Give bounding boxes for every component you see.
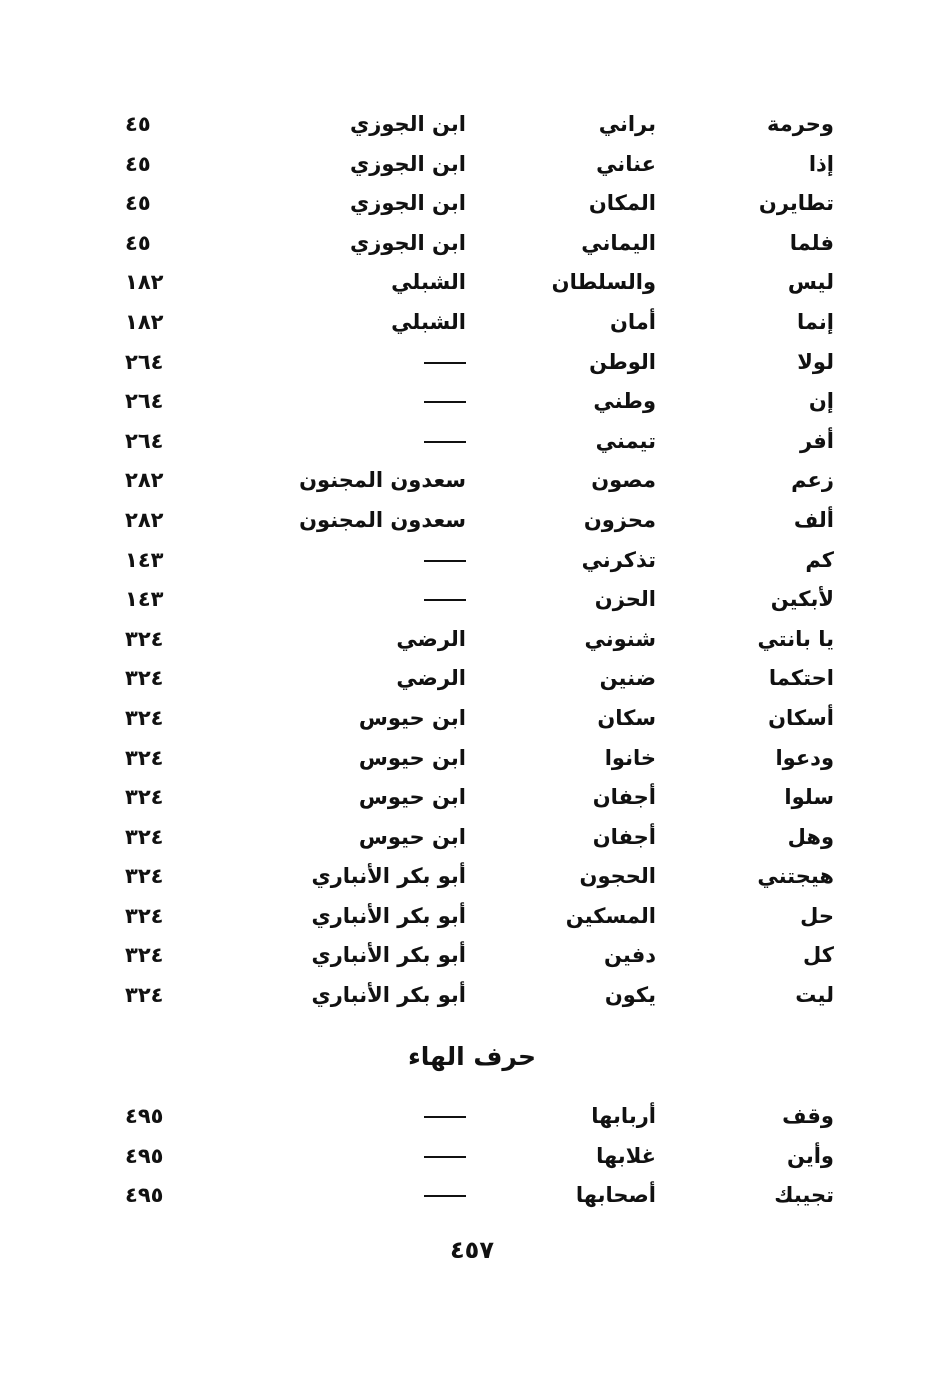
- index-word: وحرمة: [767, 112, 834, 136]
- index-poet: سعدون المجنون: [299, 468, 466, 493]
- index-row: [0, 224, 944, 264]
- index-word: وأين: [786, 1143, 834, 1168]
- index-row: [0, 818, 944, 858]
- index-rhyme: المكان: [588, 191, 656, 216]
- index-word: وهل: [787, 824, 834, 849]
- index-poet: أبو بكر الأنباري: [311, 983, 466, 1008]
- index-page-ref: ٣٢٤: [125, 864, 164, 889]
- index-page-ref: ٣٢٤: [125, 745, 164, 770]
- index-row: [0, 778, 944, 818]
- index-rhyme: تذكرني: [581, 547, 656, 572]
- index-word: زعم: [791, 468, 834, 493]
- index-row: [0, 620, 944, 660]
- index-poet: الرضي: [396, 626, 466, 651]
- unknown-poet-dash: [424, 599, 466, 601]
- index-poet: أبو بكر الأنباري: [311, 903, 466, 928]
- index-rhyme: المسكين: [565, 903, 656, 928]
- index-rhyme: شنوني: [584, 626, 656, 651]
- index-poet: ابن حيوس: [358, 824, 466, 849]
- index-poet: ابن الجوزي: [349, 151, 466, 176]
- index-table-section-2: [0, 1097, 944, 1216]
- index-word: إنما: [796, 309, 834, 334]
- index-row: [0, 1176, 944, 1216]
- index-page-ref: ١٤٣: [125, 587, 164, 612]
- index-poet: الشبلي: [391, 309, 466, 334]
- index-rhyme: أصحابها: [575, 1183, 656, 1208]
- index-rhyme: ضنين: [599, 666, 656, 691]
- unknown-poet-dash: [424, 1156, 466, 1158]
- index-word: ليت: [795, 983, 834, 1008]
- index-poet: أبو بكر الأنباري: [311, 864, 466, 889]
- index-rhyme: خانوا: [604, 745, 656, 770]
- index-rhyme: الوطن: [589, 349, 656, 374]
- index-page-ref: ١٤٣: [125, 547, 164, 572]
- page-number: ٤٥٧: [450, 1236, 494, 1264]
- index-word: أسكان: [768, 705, 834, 730]
- index-row: [0, 541, 944, 581]
- index-word: حل: [800, 903, 834, 928]
- index-poet: ابن الجوزي: [349, 112, 466, 136]
- index-page-ref: ٤٥: [125, 151, 151, 176]
- index-row: [0, 1097, 944, 1137]
- index-rhyme: دفين: [604, 943, 656, 968]
- index-rhyme: الحزن: [594, 587, 656, 612]
- index-row: [0, 461, 944, 501]
- index-page-ref: ٤٥: [125, 191, 151, 216]
- index-page-ref: ٢٦٤: [125, 428, 164, 453]
- index-page-ref: ١٨٢: [125, 270, 164, 295]
- index-page-ref: ٣٢٤: [125, 705, 164, 730]
- index-row: [0, 739, 944, 779]
- index-poet: سعدون المجنون: [299, 507, 466, 532]
- index-page-ref: ٣٢٤: [125, 666, 164, 691]
- index-page-ref: ٣٢٤: [125, 626, 164, 651]
- index-page-ref: ٢٨٢: [125, 468, 164, 493]
- index-rhyme: يكون: [604, 983, 656, 1008]
- index-word: هيجتني: [757, 864, 834, 889]
- index-page-ref: ٣٢٤: [125, 824, 164, 849]
- index-word: فلما: [789, 230, 834, 255]
- index-word: لأبكين: [770, 587, 834, 612]
- index-poet: أبو بكر الأنباري: [311, 943, 466, 968]
- index-poet: ابن الجوزي: [349, 191, 466, 216]
- index-poet: الرضي: [396, 666, 466, 691]
- index-page-ref: ٣٢٤: [125, 983, 164, 1008]
- index-word: تجيبك: [774, 1183, 834, 1208]
- unknown-poet-dash: [424, 362, 466, 364]
- index-word: ألف: [793, 507, 834, 532]
- index-rhyme: والسلطان: [551, 270, 656, 295]
- index-row: [0, 303, 944, 343]
- unknown-poet-dash: [424, 1195, 466, 1197]
- index-rhyme: مصون: [591, 468, 656, 493]
- index-rhyme: أجفان: [592, 824, 656, 849]
- index-row: [0, 105, 944, 145]
- section-heading: حرف الهاء: [408, 1042, 536, 1071]
- unknown-poet-dash: [424, 441, 466, 443]
- index-word: احتكما: [768, 666, 834, 691]
- index-poet: ابن حيوس: [358, 785, 466, 810]
- index-word: ودعوا: [775, 745, 834, 770]
- index-poet: ابن حيوس: [358, 705, 466, 730]
- index-rhyme: محزون: [583, 507, 656, 532]
- index-rhyme: أمان: [609, 309, 656, 334]
- index-page-ref: ٣٢٤: [125, 903, 164, 928]
- unknown-poet-dash: [424, 1116, 466, 1118]
- index-rhyme: عناني: [596, 151, 656, 176]
- index-page-ref: ٣٢٤: [125, 943, 164, 968]
- index-page-ref: ٤٩٥: [125, 1143, 164, 1168]
- index-row: [0, 936, 944, 976]
- index-page-ref: ٢٦٤: [125, 349, 164, 374]
- index-word: ليس: [787, 270, 834, 295]
- index-word: يا بانتي: [757, 626, 834, 651]
- index-row: [0, 580, 944, 620]
- index-rhyme: براني: [598, 112, 656, 136]
- index-row: [0, 1137, 944, 1177]
- index-word: تطايرن: [758, 191, 834, 216]
- index-rhyme: غلابها: [596, 1143, 656, 1168]
- index-word: إذا: [808, 151, 834, 176]
- index-rhyme: أجفان: [592, 785, 656, 810]
- index-page-ref: ٢٦٤: [125, 389, 164, 414]
- index-row: [0, 857, 944, 897]
- index-rhyme: الحجون: [579, 864, 656, 889]
- index-page-ref: ٤٩٥: [125, 1104, 164, 1128]
- index-row: [0, 184, 944, 224]
- index-page-ref: ٤٥: [125, 112, 151, 136]
- unknown-poet-dash: [424, 560, 466, 562]
- unknown-poet-dash: [424, 401, 466, 403]
- index-page-ref: ٤٩٥: [125, 1183, 164, 1208]
- index-page-ref: ١٨٢: [125, 309, 164, 334]
- index-row: [0, 659, 944, 699]
- index-row: [0, 382, 944, 422]
- index-word: أفر: [799, 428, 834, 453]
- index-poet: ابن حيوس: [358, 745, 466, 770]
- index-word: سلوا: [784, 785, 834, 810]
- index-rhyme: أربابها: [591, 1104, 656, 1128]
- index-row: [0, 145, 944, 185]
- index-word: كم: [805, 547, 834, 572]
- index-page-ref: ٢٨٢: [125, 507, 164, 532]
- index-rhyme: تيمني: [595, 428, 656, 453]
- index-rhyme: سكان: [597, 705, 656, 730]
- index-page-ref: ٣٢٤: [125, 785, 164, 810]
- index-row: [0, 263, 944, 303]
- index-row: [0, 343, 944, 383]
- index-word: كل: [803, 943, 834, 968]
- index-row: [0, 501, 944, 541]
- index-poet: الشبلي: [391, 270, 466, 295]
- index-page-ref: ٤٥: [125, 230, 151, 255]
- index-word: لولا: [797, 349, 834, 374]
- index-row: [0, 976, 944, 1016]
- index-row: [0, 897, 944, 937]
- index-rhyme: وطني: [593, 389, 656, 414]
- index-word: إن: [808, 389, 834, 414]
- index-rhyme: اليماني: [581, 230, 656, 255]
- index-table-section-1: [0, 105, 944, 1016]
- index-poet: ابن الجوزي: [349, 230, 466, 255]
- index-row: [0, 699, 944, 739]
- index-row: [0, 422, 944, 462]
- index-word: وقف: [782, 1104, 834, 1128]
